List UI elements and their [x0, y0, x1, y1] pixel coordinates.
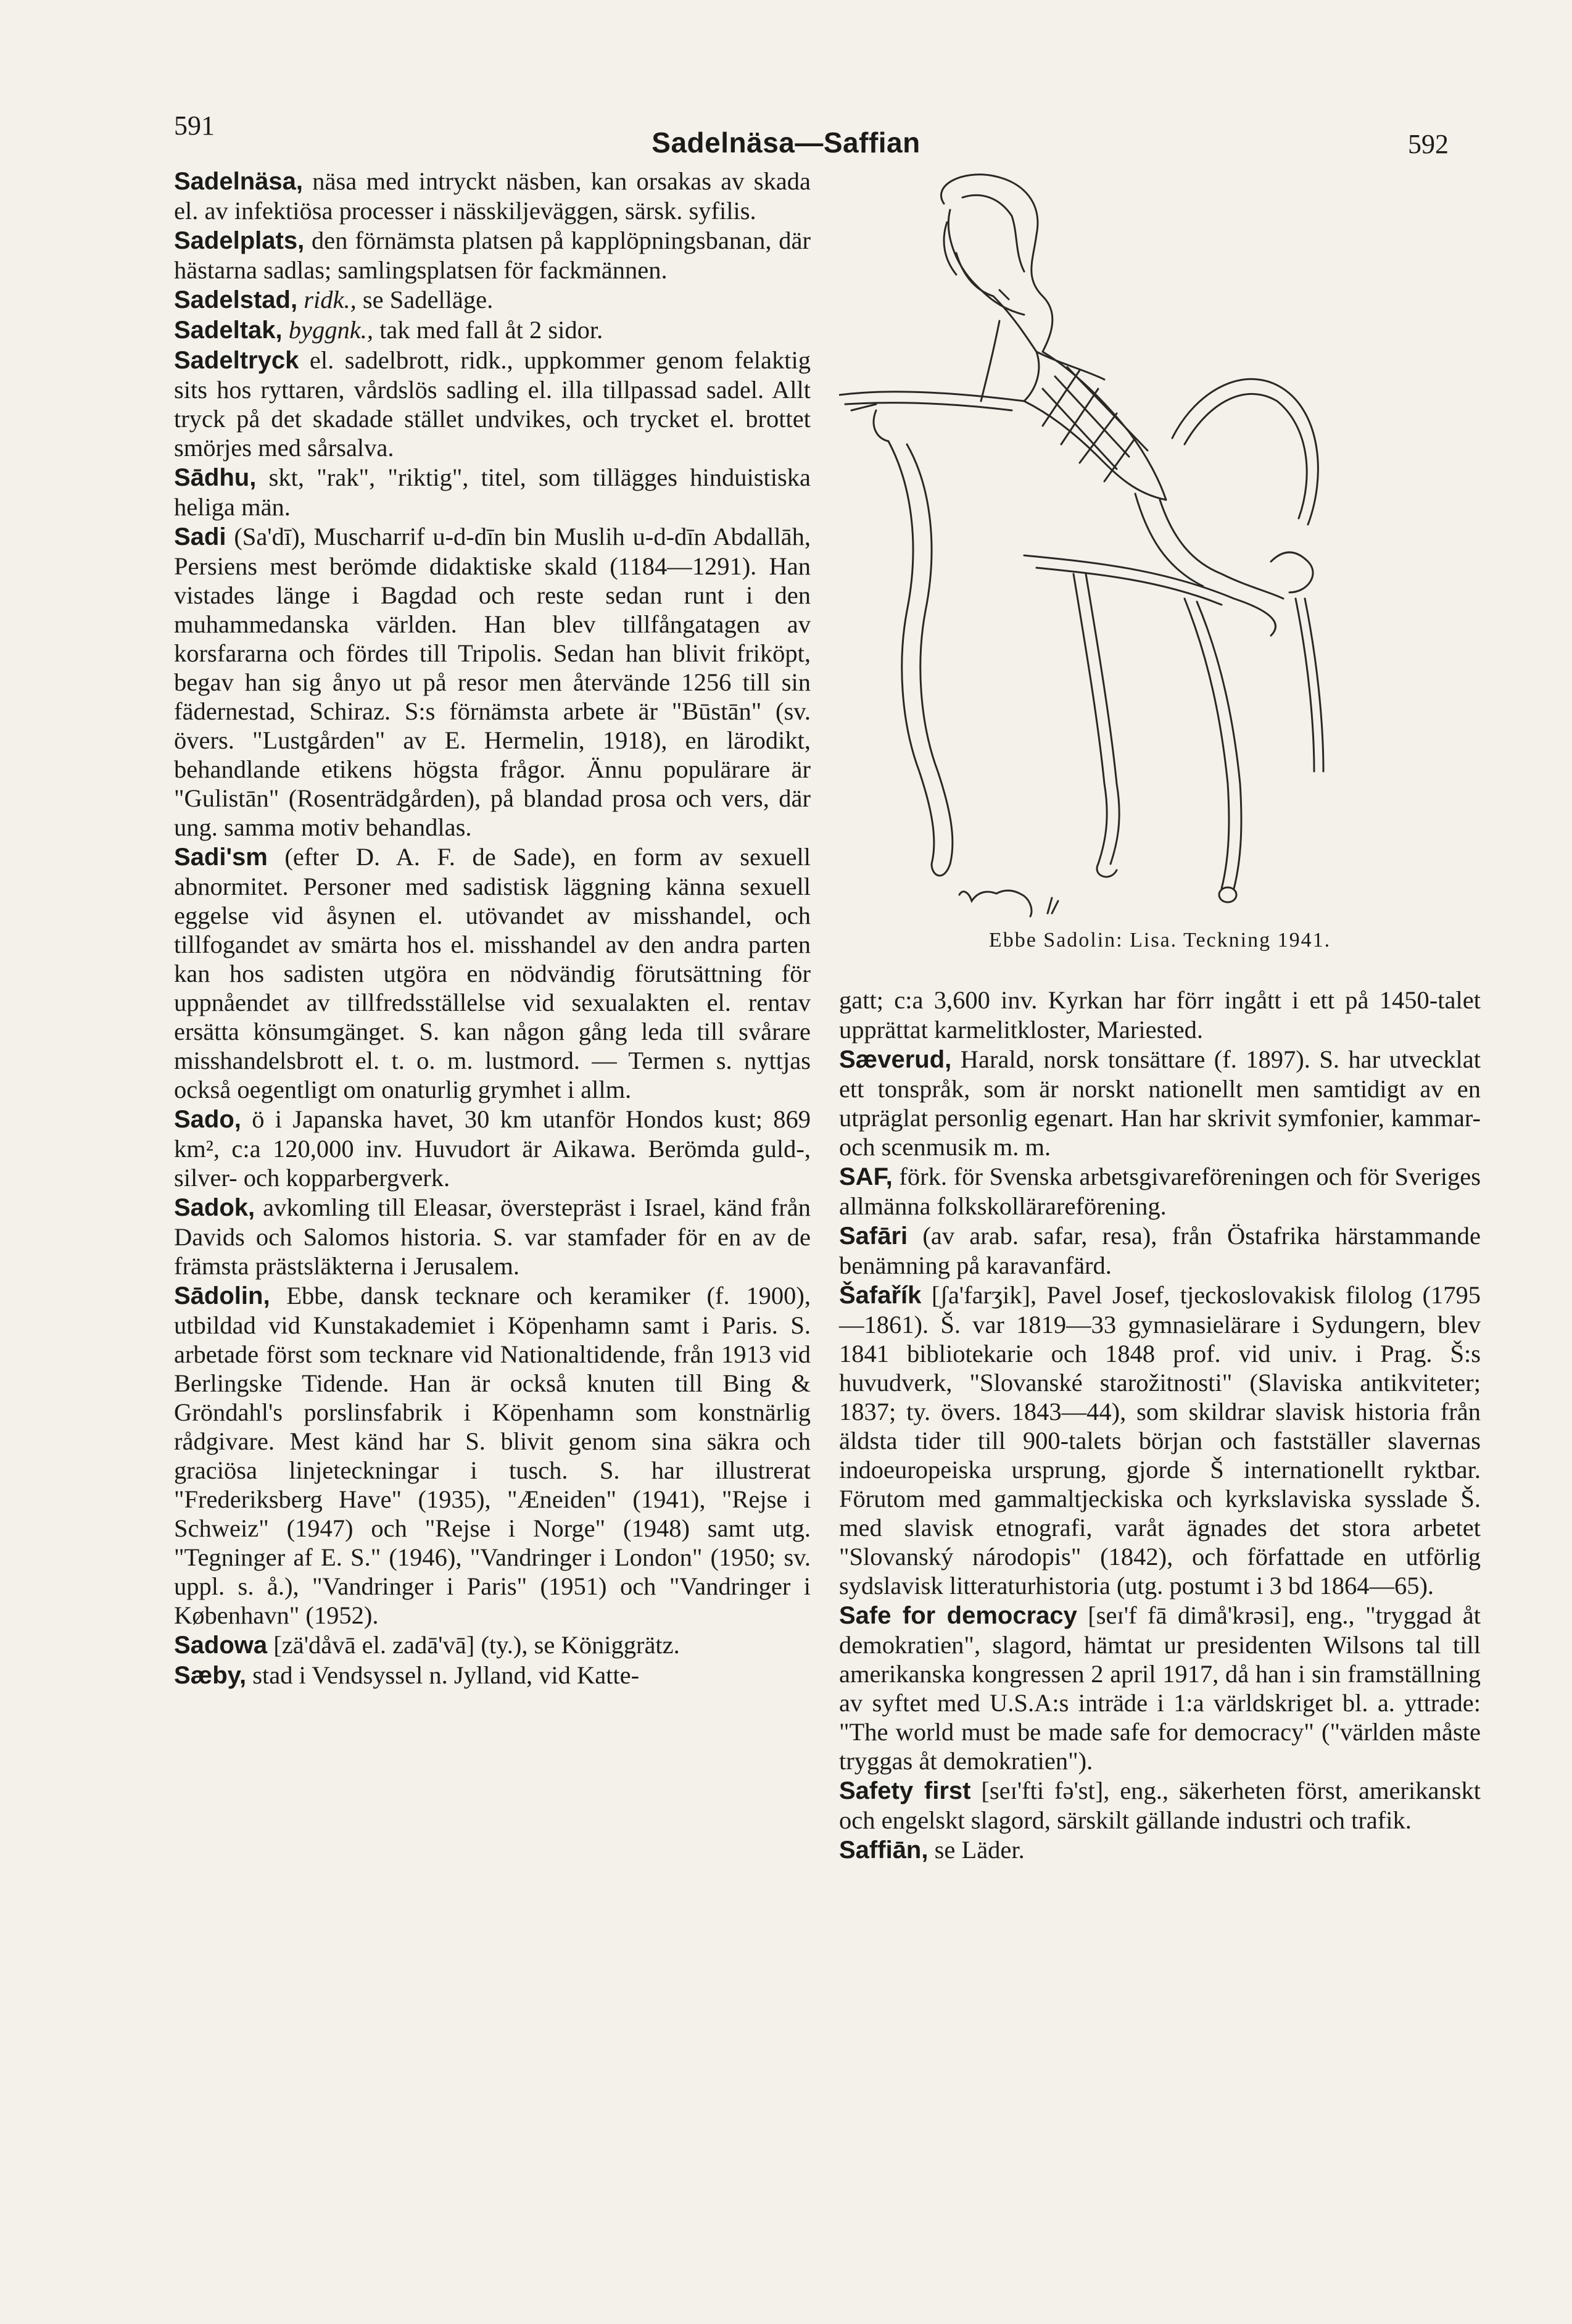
entry	[839, 1601, 1481, 1775]
headword: Sadeltak,	[174, 317, 283, 344]
entry-text: (efter D. A. F. de Sade), en form av sexuell abnormitet. Personer med sadistisk läggning känna sexuell eggelse vid åsynen el. utövandet av misshandel, och tillfogandet av smärta hos el. misshandel av den andra parten kan hos sadisten utgöra en nödvändig förutsättning för uppnåendet av tillfredsställelse vid sexualakten el. rentav ersätta könsumgänget. S. kan någon gång leda till svårare misshandelsbrott el. t. o. m. lustmord. — Termen s. nyttjas också oegentligt om onaturlig grymhet i allm.	[174, 843, 811, 1103]
page-number-right: 592	[1408, 129, 1449, 159]
entry	[174, 522, 811, 842]
entry	[174, 842, 811, 1104]
entry-text: (Sa'dī), Muscharrif u-d-dīn bin Muslih u-d-dīn Abdallāh, Persiens mest berömde didaktiske skald (1184—1291). Han vistades länge i Bagdad och reste sedan runt i den muhammedanska världen. Han blev tillfångatagen av korsfararna och fördes till Tripolis. Sedan han blivit friköpt, begav han sig ånyo ut på resor men återvände 1256 till sin fädernestad, Schiraz. S:s förnämsta arbete är "Būstān" (sv. övers. "Lustgården" av E. Hermelin, 1918), en lärodikt, behandlande etikens högsta frågor. Ännu populärare är "Gulistān" (Rosenträdgården), på blandad prosa och vers, där ung. samma motiv behandlas.	[174, 523, 811, 841]
right-column	[839, 986, 1481, 1865]
entry	[174, 346, 811, 462]
entry-text: näsa med intryckt näsben, kan orsakas av skada el. av infektiösa processer i nässkiljeväggen, särsk. syfilis.	[174, 167, 811, 225]
entry	[174, 1630, 811, 1660]
headword: Sadelstad,	[174, 286, 298, 313]
headword: Sadok,	[174, 1194, 255, 1221]
entry-abbrev: ridk.,	[297, 286, 357, 313]
illustration-lisa	[839, 167, 1481, 981]
headword: Safāri	[839, 1222, 908, 1250]
entry	[839, 986, 1481, 1044]
entry-text: skt, "rak", "riktig", titel, som tillägges hinduistiska heliga män.	[174, 463, 811, 521]
figure-caption: Ebbe Sadolin: Lisa. Teckning 1941.	[988, 929, 1331, 952]
entry	[174, 463, 811, 521]
headword: Sadeltryck	[174, 347, 299, 374]
entry	[839, 1835, 1481, 1865]
headword: Safety first	[839, 1777, 971, 1804]
entry-text: Ebbe, dansk tecknare och keramiker (f. 1900), utbildad vid Kunstakademiet i Köpenhamn samt i Paris. S. arbetade först som tecknare vid Nationaltidende, från 1913 vid Berlingske Tidende. Han är också knuten till Bing & Gröndahl's porslinsfabrik i Köpenhamn som konstnärlig rådgivare. Mest känd har S. blivit genom sina säkra och graciösa linjeteckningar i tusch. S. har illustrerat "Frederiksberg Have" (1935), "Æneiden" (1941), "Rejse i Schweiz" (1947) och "Rejse i Norge" (1948) samt utg. "Tegninger af E. S." (1946), "Vandringer i London" (1950; sv. uppl. s. å.), "Vandringer i Paris" (1951) och "Vandringer i København" (1952).	[174, 1282, 811, 1629]
entry-text: den förnämsta platsen på kapplöpningsbanan, där hästarna sadlas; samlingsplatsen för fackmännen.	[174, 226, 811, 284]
headword: Sæverud,	[839, 1046, 952, 1073]
headword: Sadowa	[174, 1632, 268, 1659]
line-drawing	[839, 167, 1481, 926]
entry	[174, 315, 811, 345]
headword: Sādhu,	[174, 464, 257, 491]
headword: SAF,	[839, 1163, 893, 1190]
headword: Sæby,	[174, 1662, 247, 1689]
entry-text: se Sadelläge.	[356, 286, 494, 313]
entry	[839, 1221, 1481, 1280]
entry	[174, 226, 811, 284]
entry-text: [seɪ'fti fə'st], eng., säkerheten först, amerikanskt och engelskt slagord, särskilt gällande industri och trafik.	[839, 1777, 1481, 1834]
entry-text: [seɪ'f fā dimå'krəsi], eng., "tryggad åt demokratien", slagord, hämtat ur presidenten Wilsons tal till amerikanska kongressen 2 april 1917, då han i sin framställning av syftet med U.S.A:s inträde i 1:a världskriget bl. a. yttrade: "The world must be made safe for democracy" ("världen måste tryggas åt demokratien").	[839, 1601, 1481, 1775]
entry-text: Harald, norsk tonsättare (f. 1897). S. har utvecklat ett tonspråk, som är norskt nationellt men samtidigt av en utpräglat personlig egenart. Han har skrivit symfonier, kammar- och scenmusik m. m.	[839, 1045, 1481, 1161]
entry-text: gatt; c:a 3,600 inv. Kyrkan har förr ingått i ett på 1450-talet upprättat karmelitkloster, Mariested.	[839, 986, 1481, 1044]
running-head: Sadelnäsa—Saffian	[652, 127, 920, 159]
headword: Sadi'sm	[174, 844, 268, 871]
entry-text: avkomling till Eleasar, överstepräst i Israel, känd från Davids och Salomos historia. S. var stamfader för en av de främsta prästsläkterna i Jerusalem.	[174, 1193, 811, 1280]
page-number-left: 591	[174, 110, 215, 141]
headword: Safe for democracy	[839, 1602, 1077, 1629]
entry	[839, 1045, 1481, 1161]
entry	[174, 285, 811, 315]
entry-text: tak med fall åt 2 sidor.	[373, 316, 603, 344]
entry-text: el. sadelbrott, ridk., uppkommer genom felaktig sits hos ryttaren, vårdslös sadling el. illa tillpassad sadel. Allt tryck på det skadade stället undvikes, och trycket el. brottet smörjes med sårsalva.	[174, 346, 811, 462]
headword: Sado,	[174, 1106, 241, 1133]
entry-text: stad i Vendsyssel n. Jylland, vid Katte-	[246, 1661, 640, 1689]
headword: Saffiān,	[839, 1836, 929, 1864]
entry-text: [zä'dåvā el. zadā'vā] (ty.), se Königgrätz.	[267, 1631, 680, 1659]
entry-text: [ʃa'farʒik], Pavel Josef, tjeckoslovakisk filolog (1795—1861). Š. var 1819—33 gymnasielärare i Sydungern, blev 1841 bibliotekarie och 1848 prof. vid univ. i Prag. Š:s huvudverk, "Slovanské starožitnosti" (Slaviska antikviteter; 1837; ty. övers. 1843—44), som skildrar slavisk historia från äldsta tider till 900-talets början och fastställer slavernas indoeuropeiska ursprung, gjorde Š internationellt ryktbar. Förutom med gammaltjeckiska och kyrkslaviska sysslade Š. med slavisk etnografi, varåt ägnades det stora arbetet "Slovanský národopis" (1842), och författade en utförlig sydslavisk litteraturhistoria (utg. postumt i 3 bd 1864—65).	[839, 1281, 1481, 1600]
entry	[839, 1280, 1481, 1600]
page-header	[0, 0, 1572, 160]
headword: Sadi	[174, 523, 226, 550]
entry-abbrev: byggnk.,	[282, 316, 373, 344]
headword: Šafařík	[839, 1282, 922, 1309]
entry-text: se Läder.	[928, 1836, 1025, 1864]
entry	[839, 1162, 1481, 1221]
entry	[174, 1281, 811, 1630]
entry-text: förk. för Svenska arbetsgivareföreningen och för Sveriges allmänna folkskollärareförening.	[839, 1163, 1481, 1220]
left-column	[174, 167, 811, 1691]
headword: Sadelnäsa,	[174, 168, 304, 195]
headword: Sādolin,	[174, 1282, 270, 1309]
entry	[174, 1661, 811, 1690]
entry	[174, 1193, 811, 1280]
entry-text: (av arab. safar, resa), från Östafrika härstammande benämning på karavanfärd.	[839, 1222, 1481, 1279]
entry	[174, 167, 811, 225]
entry-text: ö i Japanska havet, 30 km utanför Hondos kust; 869 km², c:a 120,000 inv. Huvudort är Aikawa. Berömda guld-, silver- och kopparbergverk.	[174, 1105, 811, 1192]
headword: Sadelplats,	[174, 227, 305, 254]
entry	[839, 1776, 1481, 1835]
entry	[174, 1105, 811, 1192]
